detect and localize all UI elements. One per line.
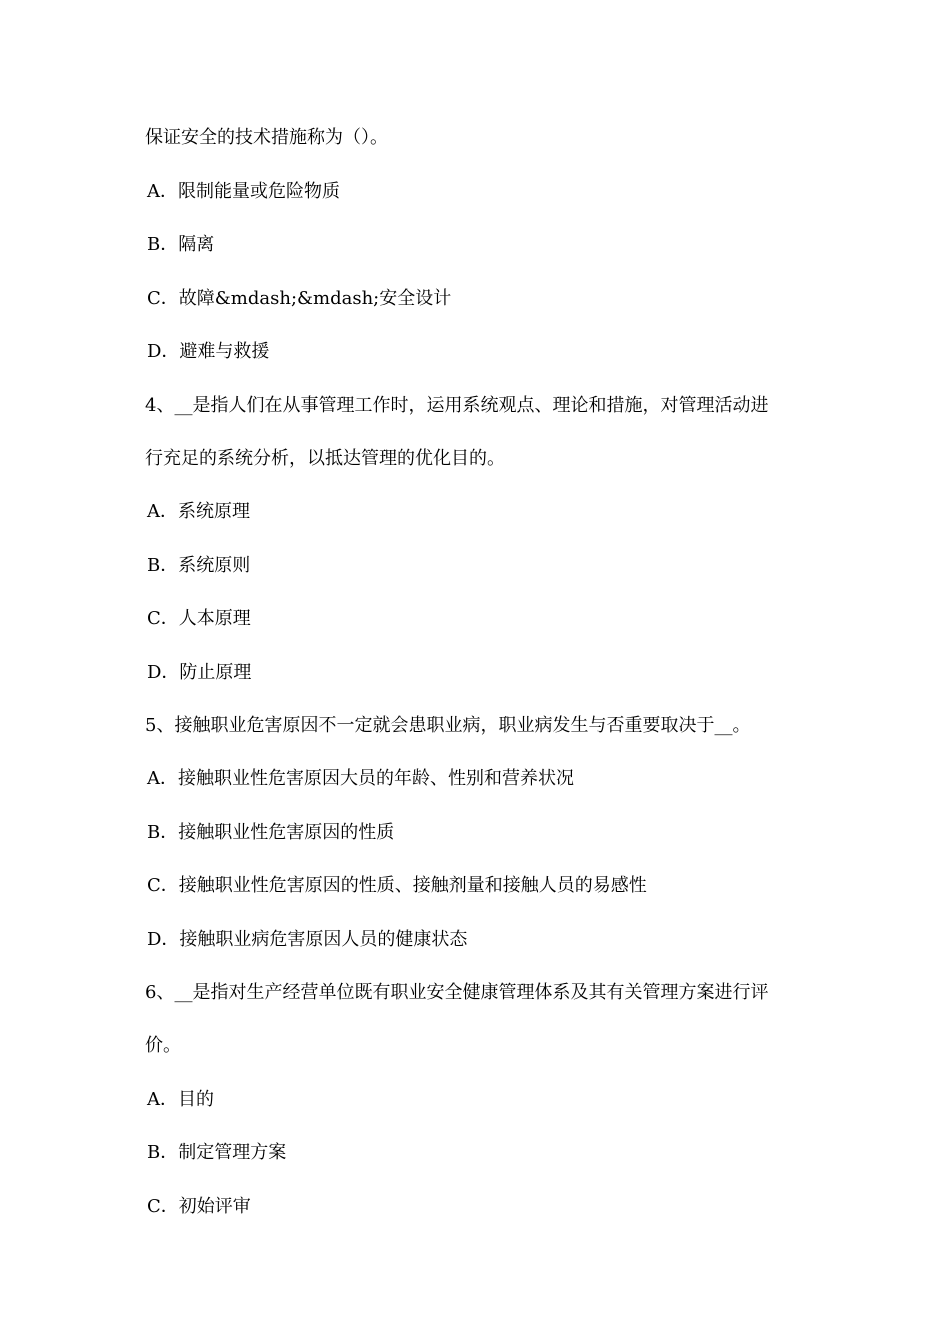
q3-option-d: D．避难与救援 [147,341,270,362]
q5-option-d: D．接触职业病危害原因人员的健康状态 [147,929,468,950]
q5-option-a: A．接触职业性危害原因大员的年龄、性别和营养状况 [147,768,574,789]
q3-option-b: B．隔离 [147,234,215,255]
q3-option-c: C．故障&mdash;&mdash;安全设计 [147,288,452,309]
question-3-stem: 保证安全的技术措施称为（）。 [145,127,388,148]
question-4-stem-line-1: 4、__是指人们在从事管理工作时，运用系统观点、理论和措施，对管理活动进 [145,395,769,416]
question-6-stem-line-1: 6、__是指对生产经营单位既有职业安全健康管理体系及其有关管理方案进行评 [145,982,769,1003]
q4-option-c: C．人本原理 [147,608,251,629]
q3-option-a: A．限制能量或危险物质 [147,181,340,202]
q4-option-d: D．防止原理 [147,662,252,683]
q4-option-b: B．系统原则 [147,555,251,576]
q6-option-b: B．制定管理方案 [147,1142,287,1163]
question-4-stem-line-2: 行充足的系统分析，以抵达管理的优化目的。 [145,448,505,469]
q4-option-a: A．系统原理 [147,501,250,522]
question-5-stem: 5、接触职业危害原因不一定就会患职业病，职业病发生与否重要取决于__。 [145,715,751,736]
question-6-stem-line-2: 价。 [145,1035,181,1056]
q5-option-c: C．接触职业性危害原因的性质、接触剂量和接触人员的易感性 [147,875,647,896]
q5-option-b: B．接触职业性危害原因的性质 [147,822,395,843]
q6-option-a: A．目的 [147,1089,214,1110]
q6-option-c: C．初始评审 [147,1196,251,1217]
